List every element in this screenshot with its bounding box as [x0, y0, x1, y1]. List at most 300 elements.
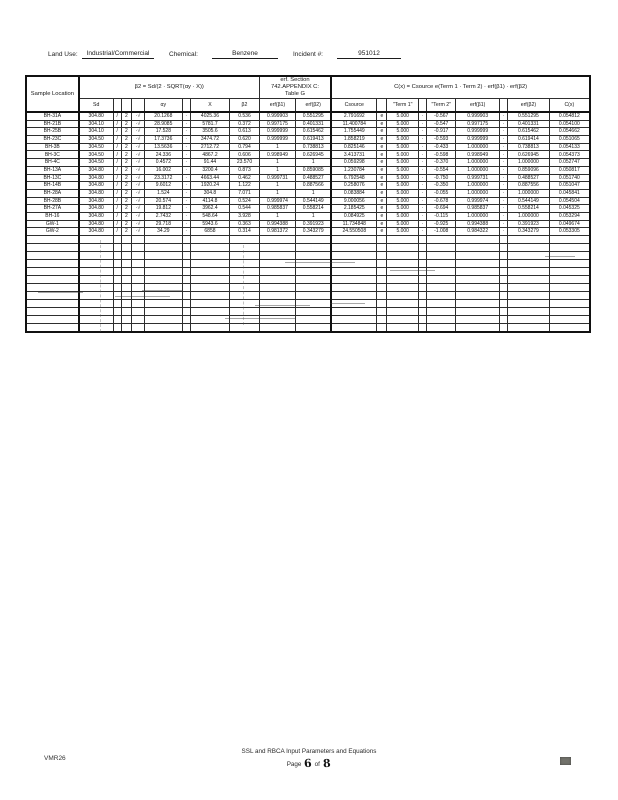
cell-erf-beta1: 0.981372 [259, 228, 296, 236]
cell-x: 5781.7 [190, 120, 230, 128]
op-sqrt: ·√ [131, 182, 144, 190]
cell-erf-beta2-calc [508, 252, 550, 260]
cell-sd: 304.80 [79, 197, 113, 205]
cell-erf-beta2 [296, 268, 332, 276]
op-dot [500, 236, 508, 244]
cell-term2 [427, 252, 456, 260]
cell-beta2: 1.122 [230, 182, 260, 190]
table-row [26, 300, 590, 308]
op-dot: · [418, 136, 426, 144]
op-sqrt [131, 324, 144, 333]
cell-erf-beta2: 1 [296, 189, 332, 197]
op-divide [113, 324, 121, 333]
cell-x [190, 324, 230, 333]
table-row [26, 112, 590, 120]
op-dot [500, 244, 508, 252]
op-exponent: e [377, 182, 387, 190]
op-dot: · [500, 128, 508, 136]
cell-beta2 [230, 268, 260, 276]
op-two [121, 284, 131, 292]
handwritten-page-total: 8 [322, 756, 331, 771]
op-sqrt: ·√ [131, 151, 144, 159]
cell-erf-beta2: 1 [296, 159, 332, 167]
cell-erf-beta2 [296, 308, 332, 316]
op-dot: · [500, 159, 508, 167]
cell-erf-beta2: 0.401331 [296, 120, 332, 128]
cell-beta2 [230, 276, 260, 284]
column-header: "Term 2" [427, 99, 456, 113]
cell-term2: -0.694 [427, 205, 456, 213]
op-dot [418, 308, 426, 316]
cell-erf-beta1-calc [456, 300, 500, 308]
op-sqrt: ·√ [131, 159, 144, 167]
cell-erf-beta2-calc: 1.000000 [508, 159, 550, 167]
op-two [121, 300, 131, 308]
cell-term1 [387, 324, 418, 333]
op-two [121, 244, 131, 252]
cell-cx: 0.053305 [549, 228, 590, 236]
op-sqrt: ·√ [131, 166, 144, 174]
op-dot: · [418, 174, 426, 182]
incident-value: 951012 [337, 48, 401, 59]
table-row [26, 212, 590, 220]
cell-c-source: 2.185425 [331, 205, 377, 213]
scan-artifact [545, 256, 575, 257]
cell-term1 [387, 276, 418, 284]
table-row [26, 143, 590, 151]
op-exponent [377, 268, 387, 276]
cell-sd: 304.80 [79, 212, 113, 220]
op-exponent: e [377, 151, 387, 159]
cell-term2: -0.115 [427, 212, 456, 220]
op-divide [113, 260, 121, 268]
cell-cx: 0.045841 [549, 189, 590, 197]
cell-sd [79, 236, 113, 244]
cell-erf-beta2: 0.544149 [296, 197, 332, 205]
cell-sample-location: BH-28B [26, 197, 79, 205]
cell-erf-beta1 [259, 252, 296, 260]
cell-erf-beta2: 0.626945 [296, 151, 332, 159]
op-dot: · [182, 212, 190, 220]
op-divide: / [113, 197, 121, 205]
column-header [121, 99, 131, 113]
op-dot: · [500, 120, 508, 128]
cell-erf-beta2-calc: 0.544149 [508, 197, 550, 205]
cell-term2: -0.554 [427, 166, 456, 174]
op-two [121, 252, 131, 260]
op-dot: · [182, 228, 190, 236]
op-dot [418, 252, 426, 260]
cell-beta2: 23.570 [230, 159, 260, 167]
table-row [26, 236, 590, 244]
cell-term2: -0.567 [427, 112, 456, 120]
op-dot [500, 284, 508, 292]
tableG-line3: Table G [284, 91, 305, 97]
op-divide: / [113, 182, 121, 190]
cell-term2: -1.008 [427, 228, 456, 236]
op-sqrt: ·√ [131, 220, 144, 228]
cell-sd [79, 300, 113, 308]
cell-term2 [427, 300, 456, 308]
op-dot [182, 324, 190, 333]
cell-x [190, 236, 230, 244]
op-dot: · [418, 112, 426, 120]
footer-page-line [0, 756, 618, 769]
cell-sample-location: BH-25B [26, 128, 79, 136]
cell-term2: -0.350 [427, 182, 456, 190]
cell-sd: 304.50 [79, 151, 113, 159]
cell-x: 2712.72 [190, 143, 230, 151]
op-two: 2 [121, 159, 131, 167]
cell-cx: 0.054373 [549, 151, 590, 159]
op-two: 2 [121, 151, 131, 159]
cell-erf-beta1: 0.999903 [259, 112, 296, 120]
cell-sample-location: BH-14B [26, 182, 79, 190]
op-exponent: e [377, 228, 387, 236]
cell-c-source [331, 236, 377, 244]
handwritten-page-number: 6 [303, 756, 313, 771]
op-two [121, 324, 131, 333]
cell-erf-beta2-calc: 0.626945 [508, 151, 550, 159]
op-dot: · [418, 151, 426, 159]
cell-erf-beta1 [259, 276, 296, 284]
cell-erf-beta1: 1 [259, 143, 296, 151]
cell-term1 [387, 268, 418, 276]
op-divide: / [113, 174, 121, 182]
cell-cx: 0.054662 [549, 128, 590, 136]
cell-alpha-y: 0.4572 [145, 159, 183, 167]
op-divide [113, 308, 121, 316]
op-dot: · [500, 112, 508, 120]
cell-erf-beta2-calc: 0.859096 [508, 166, 550, 174]
op-sqrt [131, 276, 144, 284]
cell-beta2 [230, 324, 260, 333]
document-code: VMR26 [44, 755, 66, 762]
tableG-reference-header [259, 76, 331, 99]
cell-term2: -0.547 [427, 120, 456, 128]
cell-sd: 304.50 [79, 136, 113, 144]
op-dot [418, 300, 426, 308]
cell-x: 3200.4 [190, 166, 230, 174]
cell-alpha-y: 17.3736 [145, 136, 183, 144]
table-row [26, 276, 590, 284]
cell-sd [79, 292, 113, 300]
cell-erf-beta2: 0.615462 [296, 128, 332, 136]
tableG-line1: erf. Section [280, 77, 310, 83]
cell-sample-location: GW-1 [26, 220, 79, 228]
cell-sd: 304.80 [79, 205, 113, 213]
cell-erf-beta2: 0.391923 [296, 220, 332, 228]
cell-erf-beta2-calc [508, 284, 550, 292]
cell-term1: 5.000 [387, 136, 418, 144]
op-exponent: e [377, 112, 387, 120]
cell-sample-location: BH-31A [26, 112, 79, 120]
cell-sd: 304.10 [79, 128, 113, 136]
cell-beta2: 0.873 [230, 166, 260, 174]
cell-c-source: 9.000056 [331, 197, 377, 205]
cell-erf-beta2: 0.343279 [296, 228, 332, 236]
op-two: 2 [121, 166, 131, 174]
cell-erf-beta1-calc: 1.000000 [456, 182, 500, 190]
cell-sd [79, 276, 113, 284]
scan-artifact [38, 292, 83, 293]
cell-erf-beta1 [259, 260, 296, 268]
cell-alpha-y: 29.718 [145, 220, 183, 228]
cell-erf-beta2-calc: 0.401331 [508, 120, 550, 128]
cell-erf-beta1-calc: 0.999999 [456, 136, 500, 144]
scan-artifact [390, 270, 435, 271]
cell-sd: 304.80 [79, 174, 113, 182]
cell-sd: 304.80 [79, 228, 113, 236]
cell-erf-beta1: 1 [259, 189, 296, 197]
column-header [113, 99, 121, 113]
cell-sample-location: BH-3B [26, 143, 79, 151]
cell-erf-beta1: 0.998949 [259, 151, 296, 159]
scan-artifact [100, 240, 101, 332]
op-divide: / [113, 166, 121, 174]
op-exponent [377, 316, 387, 324]
op-sqrt: ·√ [131, 112, 144, 120]
op-dot: · [500, 151, 508, 159]
cell-sd [79, 244, 113, 252]
cell-x: 3474.72 [190, 136, 230, 144]
cell-sample-location [26, 252, 79, 260]
op-dot: · [500, 220, 508, 228]
cell-cx: 0.051740 [549, 174, 590, 182]
cell-x [190, 260, 230, 268]
cell-x: 304.8 [190, 189, 230, 197]
op-dot [500, 316, 508, 324]
op-sqrt [131, 244, 144, 252]
cell-erf-beta1 [259, 308, 296, 316]
cell-c-source: 6.792548 [331, 174, 377, 182]
cell-sample-location [26, 236, 79, 244]
cell-c-source [331, 268, 377, 276]
cell-erf-beta1-calc [456, 244, 500, 252]
cell-beta2: 0.606 [230, 151, 260, 159]
op-two: 2 [121, 143, 131, 151]
cell-sd: 304.50 [79, 159, 113, 167]
cell-erf-beta2: 1 [296, 212, 332, 220]
cell-erf-beta2-calc: 0.619414 [508, 136, 550, 144]
cell-sample-location [26, 244, 79, 252]
cell-sd [79, 260, 113, 268]
op-sqrt: ·√ [131, 136, 144, 144]
op-exponent [377, 244, 387, 252]
table-row [26, 292, 590, 300]
cell-x: 4025.36 [190, 112, 230, 120]
cell-term2 [427, 276, 456, 284]
cell-erf-beta1 [259, 236, 296, 244]
op-two: 2 [121, 205, 131, 213]
cell-cx [549, 284, 590, 292]
op-dot [182, 268, 190, 276]
cell-sample-location: BH-23C [26, 136, 79, 144]
table-row [26, 324, 590, 333]
op-sqrt: ·√ [131, 197, 144, 205]
cell-erf-beta2 [296, 284, 332, 292]
cell-term2: -0.598 [427, 151, 456, 159]
op-dot [418, 268, 426, 276]
cell-cx [549, 316, 590, 324]
cell-x: 548.64 [190, 212, 230, 220]
table-row [26, 205, 590, 213]
cell-term1 [387, 292, 418, 300]
cell-term1: 5.000 [387, 189, 418, 197]
cell-term1 [387, 260, 418, 268]
cell-c-source [331, 308, 377, 316]
cell-term2: -0.593 [427, 136, 456, 144]
cell-alpha-y: 1.524 [145, 189, 183, 197]
column-header: erf(β1) [456, 99, 500, 113]
cell-erf-beta2: 0.738813 [296, 143, 332, 151]
cell-cx: 0.054100 [549, 120, 590, 128]
op-dot [418, 316, 426, 324]
cell-beta2 [230, 260, 260, 268]
cell-term1: 5.000 [387, 197, 418, 205]
op-sqrt: ·√ [131, 120, 144, 128]
cell-term1 [387, 236, 418, 244]
cell-beta2 [230, 316, 260, 324]
cell-x [190, 316, 230, 324]
cell-c-source [331, 284, 377, 292]
cell-erf-beta1-calc: 0.999999 [456, 128, 500, 136]
cell-erf-beta2 [296, 300, 332, 308]
table-row [26, 159, 590, 167]
cell-beta2: 0.613 [230, 128, 260, 136]
cell-beta2: 0.462 [230, 174, 260, 182]
cell-alpha-y: 19.812 [145, 205, 183, 213]
op-dot: · [182, 151, 190, 159]
tableG-line2: 742.APPENDIX C: [270, 84, 319, 90]
table-row [26, 220, 590, 228]
scan-artifact [255, 305, 310, 306]
cell-sample-location [26, 260, 79, 268]
table-row [26, 308, 590, 316]
cell-term1: 5.000 [387, 151, 418, 159]
page-stamp [560, 757, 571, 765]
op-sqrt: ·√ [131, 212, 144, 220]
cell-erf-beta1-calc [456, 252, 500, 260]
cell-term1: 5.000 [387, 205, 418, 213]
cell-alpha-y [145, 300, 183, 308]
cell-erf-beta2-calc [508, 292, 550, 300]
cell-erf-beta2-calc: 0.738813 [508, 143, 550, 151]
cell-erf-beta1 [259, 244, 296, 252]
table-row [26, 197, 590, 205]
cell-sd: 304.80 [79, 112, 113, 120]
cell-c-source: 0.083884 [331, 189, 377, 197]
cell-cx: 0.050817 [549, 166, 590, 174]
cell-beta2: 0.314 [230, 228, 260, 236]
op-dot: · [500, 182, 508, 190]
op-divide [113, 284, 121, 292]
cell-beta2: 0.620 [230, 136, 260, 144]
cell-c-source: 1.858219 [331, 136, 377, 144]
cell-beta2 [230, 236, 260, 244]
op-sqrt: ·√ [131, 205, 144, 213]
cell-x: 3505.6 [190, 128, 230, 136]
cell-c-source: 3.413731 [331, 151, 377, 159]
cell-term2: -0.055 [427, 189, 456, 197]
op-dot: · [418, 197, 426, 205]
cell-c-source: 0.084925 [331, 212, 377, 220]
cell-erf-beta2-calc: 0.391923 [508, 220, 550, 228]
cell-erf-beta2-calc [508, 268, 550, 276]
op-two: 2 [121, 112, 131, 120]
op-divide: / [113, 136, 121, 144]
cell-alpha-y [145, 252, 183, 260]
cell-sample-location: BH-16 [26, 212, 79, 220]
op-two: 2 [121, 220, 131, 228]
cell-term2 [427, 236, 456, 244]
op-dot: · [418, 228, 426, 236]
op-exponent: e [377, 128, 387, 136]
cell-erf-beta2-calc: 0.558214 [508, 205, 550, 213]
cell-beta2: 0.544 [230, 205, 260, 213]
cell-cx: 0.053294 [549, 212, 590, 220]
cell-c-source: 1.230784 [331, 166, 377, 174]
cell-cx [549, 260, 590, 268]
op-dot [182, 284, 190, 292]
cell-alpha-y [145, 244, 183, 252]
cell-x: 4114.8 [190, 197, 230, 205]
op-two: 2 [121, 212, 131, 220]
scan-artifact [285, 262, 355, 263]
incident-label: Incident #: [293, 51, 323, 58]
cell-erf-beta2: 0.619413 [296, 136, 332, 144]
land-use-label: Land Use: [48, 51, 78, 58]
op-two [121, 316, 131, 324]
page-prefix: Page [286, 761, 302, 768]
footer-title: SSL and RBCA Input Parameters and Equations [241, 748, 377, 755]
cell-sd [79, 308, 113, 316]
cell-term1: 5.000 [387, 166, 418, 174]
cell-c-source [331, 244, 377, 252]
cell-alpha-y: 2.7432 [145, 212, 183, 220]
cell-x: 3962.4 [190, 205, 230, 213]
op-dot: · [182, 182, 190, 190]
op-sqrt [131, 308, 144, 316]
op-dot [500, 324, 508, 333]
cell-sample-location [26, 300, 79, 308]
cell-sample-location: BH-21B [26, 120, 79, 128]
op-dot [182, 308, 190, 316]
op-divide: / [113, 128, 121, 136]
cell-erf-beta2-calc: 0.887556 [508, 182, 550, 190]
cell-c-source: 1.755449 [331, 128, 377, 136]
cell-c-source: 11.734848 [331, 220, 377, 228]
column-header [500, 99, 508, 113]
op-sqrt: ·√ [131, 128, 144, 136]
cell-c-source: 2.791692 [331, 112, 377, 120]
cell-c-source [331, 276, 377, 284]
op-divide: / [113, 205, 121, 213]
op-divide [113, 316, 121, 324]
scan-artifact [510, 283, 585, 284]
op-two: 2 [121, 182, 131, 190]
op-dot: · [500, 228, 508, 236]
cell-erf-beta1-calc: 1.000000 [456, 189, 500, 197]
cell-erf-beta2-calc: 0.615462 [508, 128, 550, 136]
op-dot [182, 300, 190, 308]
op-two: 2 [121, 120, 131, 128]
cell-erf-beta1 [259, 292, 296, 300]
cell-erf-beta1: 0.997175 [259, 120, 296, 128]
op-dot [500, 292, 508, 300]
cell-alpha-y: 20.574 [145, 197, 183, 205]
column-header [418, 99, 426, 113]
